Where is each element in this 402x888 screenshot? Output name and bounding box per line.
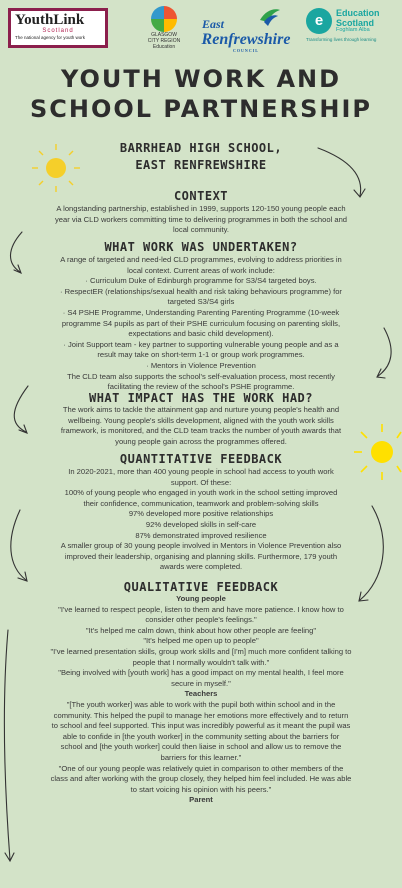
text-line: wellbeing. Young people's skills development, aligned with the youth work skills [68, 415, 334, 425]
education-scotland-mark-icon: e [306, 8, 332, 34]
context-text [14, 204, 388, 236]
youthlink-sub: Scotland [42, 28, 74, 34]
es-line1: Education Scotland [336, 8, 380, 28]
text-line: result may take on short-term 1-1 or group work programmes. [97, 350, 305, 360]
subtitle-line1: BARRHEAD HIGH SCHOOL, [119, 141, 283, 155]
text-line: support. Of these: [170, 477, 232, 487]
text-line: The work aims to tackle the attainment gap and nurture young people's health and [62, 405, 340, 414]
text-line: 100% of young people who engaged in youth work in the school setting improved [64, 488, 338, 498]
text-line: · Mentors in Violence Prevention [146, 360, 256, 370]
es-line3: Foghlam Alba [336, 27, 370, 33]
text-line: expectations and basic child development). [128, 329, 274, 339]
parent-label: Parent [189, 795, 213, 805]
work-heading: WHAT WORK WAS UNDERTAKEN? [104, 240, 298, 254]
text-line: improved their leadership, organising and planning skills. Furthermore, 179 youth [64, 551, 338, 561]
quote-line: "Being involved with [youth work] has a good impact on my mental health, I feel more [58, 668, 344, 678]
text-line: programme S4 pupils as part of their PSHE curriculum focusing on parenting skills, [61, 318, 341, 328]
text-line: 92% developed skills in self-care [145, 519, 257, 529]
work-text [14, 255, 388, 393]
impact-text [14, 405, 388, 447]
quote-line: "It's helped me open up to people" [143, 636, 259, 646]
teachers-label: Teachers [184, 689, 218, 699]
quote-line: barriers for this learner." [160, 752, 242, 762]
text-line: awards were completed. [159, 562, 243, 572]
er-line2: Renfrewshire [201, 31, 291, 48]
quote-line: class and after working with the group closely, they helped him feel included. He was able [50, 774, 352, 784]
text-line: A smaller group of 30 young people involved in Mentors in Violence Prevention also [60, 541, 342, 551]
quote-line: school and [the youth worker] could then liaise in school and allow us to remove the [60, 742, 342, 752]
quantitative-heading: QUANTITATIVE FEEDBACK [119, 452, 283, 466]
text-line: A longstanding partnership, established in 1999, supports 120-150 young people each [56, 204, 346, 213]
young-people-label: Young people [176, 594, 226, 603]
qualitative-heading: QUALITATIVE FEEDBACK [123, 580, 279, 594]
quote-line: able to confide in [the youth worker] in the community setting about the barriers for [62, 731, 340, 741]
glasgow-line1: GLASGOW [151, 32, 177, 38]
quote-line: "I've learned presentation skills, group work skills and [I'm] much more confident talking to [50, 646, 352, 656]
qualitative-text [14, 594, 388, 806]
text-line: A range of targeted and need-led CLD programmes, evolving to address priorities in [60, 255, 342, 264]
text-line: · Joint Support team - key partner to supporting vulnerable young people and as a [63, 339, 339, 349]
text-line: local context. Current areas of work include: [127, 265, 275, 275]
sun-icon-top [32, 144, 80, 192]
text-line: young people gain across the programmes offered. [115, 436, 287, 446]
quote-line: "[The youth worker] was able to work with the pupil both within school and in the [66, 699, 336, 709]
quote-line: to school and feel supported. This input was incredibly powerful as it meant the pupil was [51, 721, 351, 731]
text-line: their confidence, communication, teamwork and problem-solving skills [83, 498, 319, 508]
quote-line: people that I normally wouldn't talk with." [132, 657, 270, 667]
text-line: 87% demonstrated improved resilience [135, 530, 267, 540]
quote-line: consider other people's feelings." [145, 615, 257, 625]
text-line: · Curriculum Duke of Edinburgh programme for S3/S4 targeted boys. [85, 276, 317, 286]
quantitative-text [14, 467, 388, 573]
quote-line: to start voicing his opinion with his peers." [130, 784, 272, 794]
glasgow-line3: Education [152, 44, 176, 50]
youthlink-tagline: The national agency for youth work [15, 35, 86, 40]
youthlink-name: YouthLink [15, 12, 85, 28]
title-line2: SCHOOL PARTNERSHIP [29, 95, 373, 123]
es-tagline: Transforming lives through learning [306, 37, 377, 42]
context-heading: CONTEXT [173, 189, 229, 203]
title-line1: YOUTH WORK AND [60, 65, 342, 93]
impact-heading: WHAT IMPACT HAS THE WORK HAD? [88, 391, 313, 405]
text-line: In 2020-2021, more than 400 young people in school had access to youth work [68, 467, 334, 476]
quote-line: community. This helped the pupil to manage her emotions more effectively and to return [53, 710, 349, 720]
quote-line: "One of our young people was relatively quiet in comparison to other members of the [58, 763, 344, 773]
text-line: 97% developed more positive relationships [128, 509, 274, 519]
subtitle-line2: EAST RENFREWSHIRE [135, 158, 267, 172]
er-line1: East [202, 17, 225, 31]
text-line: · RespectER (relationships/sexual health and risk taking behaviours programme) for [60, 286, 342, 296]
text-line: framework, is monitored, and the CLD team tracks the number of youth awards that [60, 426, 342, 436]
quote-line: "It's helped me calm down, think about how other people are feeling" [85, 625, 317, 635]
text-line: local community. [173, 225, 229, 235]
quote-line: secure in myself." [171, 678, 231, 688]
text-line: year via CLD workers committing time to delivering programmes in both the school and [54, 214, 348, 224]
text-line: · S4 PSHE Programme, Understanding Parenting Parenting Programme (10-week [62, 307, 340, 317]
glasgow-line2: CITY REGION [147, 38, 181, 44]
text-line: targeted S3/S4 girls [167, 297, 235, 307]
text-line: The CLD team also supports the school's self-evaluation process, most recently [67, 371, 335, 381]
er-line3: COUNCIL [233, 48, 259, 53]
quote-line: "I've learned to respect people, listen to them and have more patience. I know how to [58, 604, 344, 614]
text-line: facilitating the review of the school's PSHE programme. [107, 382, 295, 392]
